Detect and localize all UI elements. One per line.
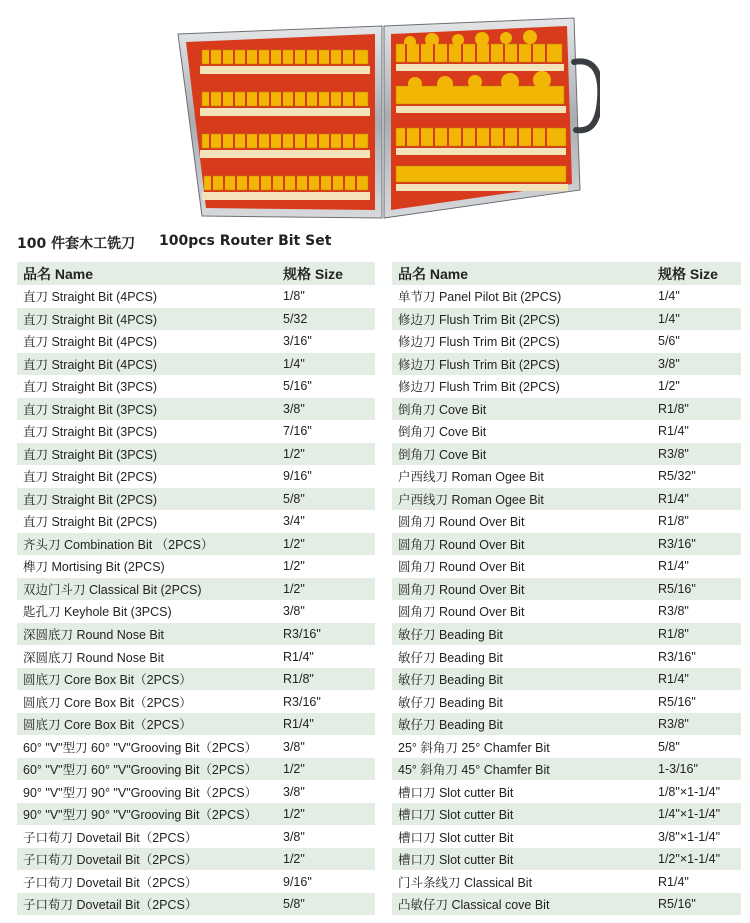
bit-name: 深圆底刀 Round Nose Bit xyxy=(23,627,165,642)
bit-name: 直刀 Straight Bit (2PCS) xyxy=(23,470,158,485)
bit-size: 1/4" xyxy=(658,311,680,326)
bit-size: R3/8" xyxy=(658,604,689,619)
bit-size: 3/8"×1-1/4" xyxy=(658,829,721,844)
bit-name: 子口荀刀 Dovetail Bit（2PCS） xyxy=(23,875,198,890)
table-row xyxy=(392,645,741,668)
bit-size: R3/8" xyxy=(658,446,689,461)
bit-name: 60° "V"型刀 60° "V"Grooving Bit（2PCS） xyxy=(23,740,258,755)
bit-name: 圆角刀 Round Over Bit xyxy=(398,605,525,620)
page-heading xyxy=(17,233,737,255)
table-row xyxy=(17,713,375,736)
bit-size: 1/2" xyxy=(283,762,305,777)
bit-size: 3/8" xyxy=(283,829,305,844)
column-header-size: 规格 Size xyxy=(283,265,343,282)
bit-name: 直刀 Straight Bit (3PCS) xyxy=(23,425,158,440)
table-row xyxy=(392,600,741,623)
table-row xyxy=(392,668,741,691)
bit-size: R1/4" xyxy=(283,649,314,664)
table-row xyxy=(17,510,375,533)
bit-size: 1/8"×1-1/4" xyxy=(658,784,721,799)
bit-name: 直刀 Straight Bit (3PCS) xyxy=(23,380,158,395)
table-row xyxy=(392,443,741,466)
table-row xyxy=(17,803,375,826)
bit-name: 双边门斗刀 Classical Bit (2PCS) xyxy=(23,582,202,597)
bit-size: 1/2"×1-1/4" xyxy=(658,852,721,867)
table-row xyxy=(392,870,741,893)
bit-name: 直刀 Straight Bit (4PCS) xyxy=(23,335,158,350)
table-row xyxy=(17,758,375,781)
bit-size: 7/16" xyxy=(283,424,312,439)
bit-name: 直刀 Straight Bit (3PCS) xyxy=(23,402,158,417)
bit-name: 深圆底刀 Round Nose Bit xyxy=(23,650,165,665)
right-spec-table xyxy=(392,262,741,915)
bit-name: 倒角刀 Cove Bit xyxy=(398,402,487,417)
bit-size: 3/8" xyxy=(283,739,305,754)
bit-size: 1/4"×1-1/4" xyxy=(658,807,721,822)
table-row xyxy=(392,510,741,533)
table-row xyxy=(17,578,375,601)
bit-name: 门斗条线刀 Classical Bit xyxy=(398,875,533,890)
table-row xyxy=(17,623,375,646)
bit-size: R3/16" xyxy=(283,694,321,709)
bit-size: 9/16" xyxy=(283,469,312,484)
bit-size: R5/16" xyxy=(658,581,696,596)
bit-name: 修边刀 Flush Trim Bit (2PCS) xyxy=(398,380,560,395)
bit-size: R3/16" xyxy=(658,536,696,551)
bit-size: 5/6" xyxy=(658,334,680,349)
heading-english: 100pcs Router Bit Set xyxy=(159,233,332,249)
bit-name: 90° "V"型刀 90° "V"Grooving Bit（2PCS） xyxy=(23,785,258,800)
column-header-name: 品名 Name xyxy=(23,265,94,282)
bit-name: 敏仔刀 Beading Bit xyxy=(398,695,503,710)
left-table-body xyxy=(17,285,375,915)
table-row xyxy=(392,465,741,488)
bit-size: 3/4" xyxy=(283,514,305,529)
bit-name: 单节刀 Panel Pilot Bit (2PCS) xyxy=(398,290,562,305)
right-bit-rows xyxy=(396,30,568,191)
bit-size: R1/4" xyxy=(658,672,689,687)
table-row xyxy=(17,330,375,353)
right-table-body xyxy=(392,285,741,915)
table-row xyxy=(392,825,741,848)
bit-name: 45° 斜角刀 45° Chamfer Bit xyxy=(398,763,550,778)
heading-chinese: 100 件套木工铣刀 xyxy=(17,236,136,252)
bit-name: 子口荀刀 Dovetail Bit（2PCS） xyxy=(23,853,198,868)
table-row xyxy=(17,600,375,623)
bit-size: R3/16" xyxy=(658,649,696,664)
bit-size: 5/8" xyxy=(658,739,680,754)
bit-size: 1/2" xyxy=(283,446,305,461)
table-row xyxy=(17,353,375,376)
table-row xyxy=(392,690,741,713)
table-row xyxy=(392,285,741,308)
bit-name: 槽口刀 Slot cutter Bit xyxy=(398,830,514,845)
bit-name: 圆角刀 Round Over Bit xyxy=(398,537,525,552)
bit-name: 圆底刀 Core Box Bit（2PCS） xyxy=(23,718,192,733)
table-row xyxy=(17,870,375,893)
bit-name: 榫刀 Mortising Bit (2PCS) xyxy=(23,560,165,575)
bit-name: 户西线刀 Roman Ogee Bit xyxy=(398,492,544,507)
bit-size: R5/16" xyxy=(658,694,696,709)
bit-name: 子口荀刀 Dovetail Bit（2PCS） xyxy=(23,898,198,913)
table-row xyxy=(392,533,741,556)
bit-name: 圆底刀 Core Box Bit（2PCS） xyxy=(23,695,192,710)
table-row xyxy=(17,488,375,511)
bit-size: R1/8" xyxy=(658,514,689,529)
table-row xyxy=(17,780,375,803)
bit-name: 子口荀刀 Dovetail Bit（2PCS） xyxy=(23,830,198,845)
bit-size: R1/4" xyxy=(658,874,689,889)
table-row xyxy=(392,308,741,331)
table-row xyxy=(17,555,375,578)
bit-size: 9/16" xyxy=(283,874,312,889)
bit-size: 1/2" xyxy=(283,559,305,574)
bit-size: 1/2" xyxy=(283,536,305,551)
table-row xyxy=(392,398,741,421)
bit-size: 5/8" xyxy=(283,897,305,912)
table-row xyxy=(392,420,741,443)
bit-size: R1/8" xyxy=(658,626,689,641)
column-header-name: 品名 Name xyxy=(398,265,469,282)
bit-size: R1/8" xyxy=(283,672,314,687)
bit-size: R5/32" xyxy=(658,469,696,484)
bit-name: 凸敏仔刀 Classical cove Bit xyxy=(398,898,550,913)
bit-name: 圆角刀 Round Over Bit xyxy=(398,582,525,597)
bit-size: 1/8" xyxy=(283,289,305,304)
bit-name: 倒角刀 Cove Bit xyxy=(398,447,487,462)
bit-name: 敏仔刀 Beading Bit xyxy=(398,718,503,733)
bit-name: 90° "V"型刀 90° "V"Grooving Bit（2PCS） xyxy=(23,808,258,823)
table-row xyxy=(392,578,741,601)
bit-size: 3/16" xyxy=(283,334,312,349)
table-row xyxy=(17,825,375,848)
table-row xyxy=(392,848,741,871)
table-header xyxy=(17,262,375,285)
bit-name: 齐头刀 Combination Bit （2PCS） xyxy=(23,537,214,552)
bit-size: R1/4" xyxy=(283,717,314,732)
table-row xyxy=(17,848,375,871)
bit-size: 1-3/16" xyxy=(658,762,698,777)
bit-size: 1/2" xyxy=(283,807,305,822)
bit-size: 1/2" xyxy=(658,379,680,394)
bit-name: 直刀 Straight Bit (4PCS) xyxy=(23,290,158,305)
table-row xyxy=(392,758,741,781)
table-row xyxy=(392,330,741,353)
bit-size: 3/8" xyxy=(283,604,305,619)
bit-name: 直刀 Straight Bit (4PCS) xyxy=(23,357,158,372)
table-row xyxy=(17,398,375,421)
bit-name: 户西线刀 Roman Ogee Bit xyxy=(398,470,544,485)
bit-name: 直刀 Straight Bit (4PCS) xyxy=(23,312,158,327)
bit-name: 圆角刀 Round Over Bit xyxy=(398,515,525,530)
bit-name: 敏仔刀 Beading Bit xyxy=(398,673,503,688)
table-row xyxy=(392,375,741,398)
bit-name: 直刀 Straight Bit (2PCS) xyxy=(23,492,158,507)
table-row xyxy=(17,893,375,916)
bit-size: R5/16" xyxy=(658,897,696,912)
table-row xyxy=(17,443,375,466)
bit-size: 5/16" xyxy=(283,379,312,394)
bit-name: 圆角刀 Round Over Bit xyxy=(398,560,525,575)
table-row xyxy=(392,893,741,916)
bit-name: 敏仔刀 Beading Bit xyxy=(398,650,503,665)
bit-name: 修边刀 Flush Trim Bit (2PCS) xyxy=(398,335,560,350)
bit-name: 敏仔刀 Beading Bit xyxy=(398,627,503,642)
table-row xyxy=(17,735,375,758)
table-row xyxy=(17,533,375,556)
bit-name: 槽口刀 Slot cutter Bit xyxy=(398,785,514,800)
bit-name: 60° "V"型刀 60° "V"Grooving Bit（2PCS） xyxy=(23,763,258,778)
table-row xyxy=(392,488,741,511)
router-bit-set-photo xyxy=(170,14,600,220)
bit-size: 3/8" xyxy=(283,784,305,799)
bit-size: R1/4" xyxy=(658,424,689,439)
column-header-size: 规格 Size xyxy=(658,265,718,282)
table-row xyxy=(392,713,741,736)
bit-size: 1/2" xyxy=(283,852,305,867)
bit-name: 直刀 Straight Bit (2PCS) xyxy=(23,515,158,530)
table-row xyxy=(17,668,375,691)
bit-name: 匙孔刀 Keyhole Bit (3PCS) xyxy=(23,605,172,620)
bit-size: R3/16" xyxy=(283,626,321,641)
table-row xyxy=(392,803,741,826)
bit-size: 1/4" xyxy=(658,289,680,304)
bit-name: 槽口刀 Slot cutter Bit xyxy=(398,853,514,868)
bit-name: 倒角刀 Cove Bit xyxy=(398,425,487,440)
table-row xyxy=(17,465,375,488)
bit-name: 直刀 Straight Bit (3PCS) xyxy=(23,447,158,462)
bit-size: 5/32 xyxy=(283,311,308,326)
table-row xyxy=(17,645,375,668)
left-spec-table xyxy=(17,262,375,915)
bit-size: R3/8" xyxy=(658,717,689,732)
table-row xyxy=(17,420,375,443)
bit-size: 1/4" xyxy=(283,356,305,371)
table-row xyxy=(17,308,375,331)
bit-size: 3/8" xyxy=(283,401,305,416)
bit-name: 25° 斜角刀 25° Chamfer Bit xyxy=(398,740,550,755)
table-row xyxy=(17,375,375,398)
table-row xyxy=(392,353,741,376)
bit-size: 3/8" xyxy=(658,356,680,371)
table-row xyxy=(17,690,375,713)
bit-size: R1/8" xyxy=(658,401,689,416)
bit-name: 修边刀 Flush Trim Bit (2PCS) xyxy=(398,357,560,372)
bit-name: 修边刀 Flush Trim Bit (2PCS) xyxy=(398,312,560,327)
bit-size: 5/8" xyxy=(283,491,305,506)
table-row xyxy=(17,285,375,308)
table-header xyxy=(392,262,741,285)
bit-size: R1/4" xyxy=(658,491,689,506)
table-row xyxy=(392,555,741,578)
bit-name: 圆底刀 Core Box Bit（2PCS） xyxy=(23,673,192,688)
bit-size: R1/4" xyxy=(658,559,689,574)
bit-name: 槽口刀 Slot cutter Bit xyxy=(398,808,514,823)
table-row xyxy=(392,735,741,758)
table-row xyxy=(392,780,741,803)
bit-size: 1/2" xyxy=(283,581,305,596)
table-row xyxy=(392,623,741,646)
